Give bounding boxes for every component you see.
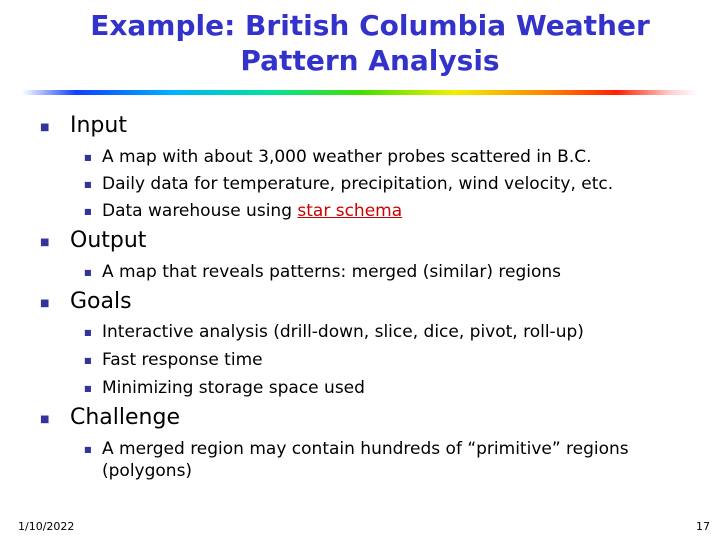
bullet-icon: ■ bbox=[40, 414, 50, 425]
list-item: Fast response time bbox=[102, 350, 263, 370]
bullet-icon: ■ bbox=[84, 153, 92, 162]
bullet-icon: ■ bbox=[84, 445, 92, 454]
list-item: Interactive analysis (drill-down, slice, dice, pivot, roll-up) bbox=[102, 322, 584, 342]
slide-title bbox=[40, 8, 700, 78]
star-schema-link[interactable]: star schema bbox=[297, 201, 403, 221]
list-item: A map with about 3,000 weather probes scattered in B.C. bbox=[102, 147, 592, 167]
list-item-with-link bbox=[102, 200, 402, 222]
list-item: Minimizing storage space used bbox=[102, 378, 365, 398]
rainbow-divider bbox=[22, 90, 698, 95]
bullet-icon: ■ bbox=[84, 207, 92, 216]
bullet-icon: ■ bbox=[84, 268, 92, 277]
bullet-icon: ■ bbox=[40, 237, 50, 248]
section-heading-challenge: Challenge bbox=[70, 405, 180, 430]
section-heading-output: Output bbox=[70, 228, 147, 253]
bullet-icon: ■ bbox=[40, 298, 50, 309]
title-line-2: Pattern Analysis bbox=[240, 44, 500, 77]
section-heading-goals: Goals bbox=[70, 289, 132, 314]
list-item-continuation: (polygons) bbox=[102, 461, 193, 481]
bullet-icon: ■ bbox=[40, 122, 50, 133]
bullet-icon: ■ bbox=[84, 328, 92, 337]
bullet-icon: ■ bbox=[84, 180, 92, 189]
bullet-icon: ■ bbox=[84, 384, 92, 393]
footer-date: 1/10/2022 bbox=[18, 520, 75, 533]
list-item: A map that reveals patterns: merged (similar) regions bbox=[102, 262, 562, 282]
section-heading-input: Input bbox=[70, 113, 127, 138]
title-line-1: Example: British Columbia Weather bbox=[90, 9, 650, 42]
bullet-icon: ■ bbox=[84, 356, 92, 365]
list-item: Daily data for temperature, precipitation, wind velocity, etc. bbox=[102, 174, 614, 194]
list-item: A merged region may contain hundreds of “primitive” regions bbox=[102, 439, 629, 459]
page-number: 17 bbox=[696, 520, 710, 533]
list-item-text: Data warehouse using bbox=[102, 201, 298, 221]
